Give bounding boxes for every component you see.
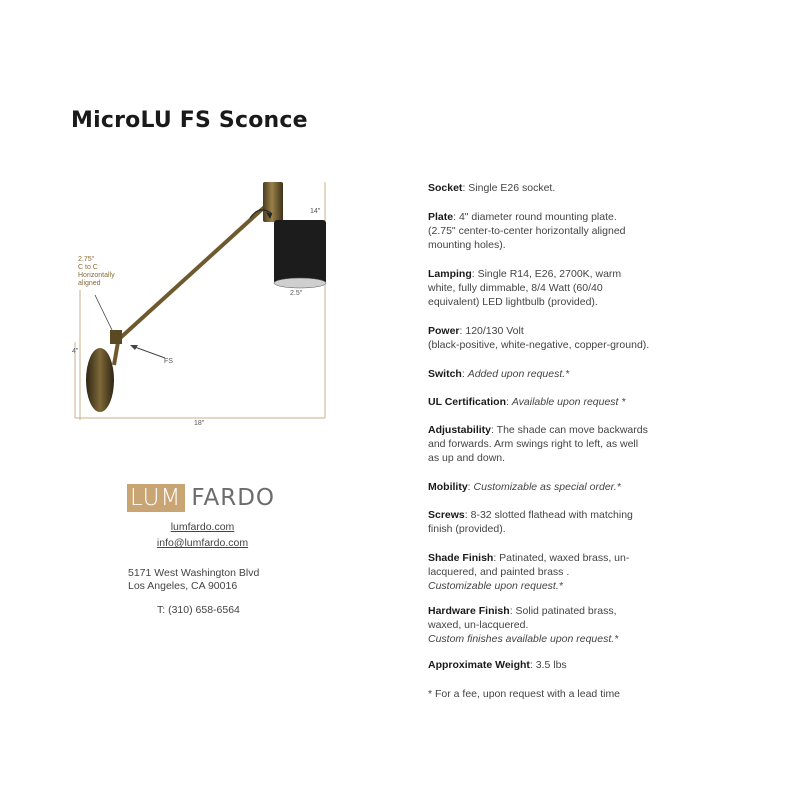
spec-plate: Plate: 4" diameter round mounting plate. (2.75" center-to-center horizontally aligned mounting holes). bbox=[428, 211, 626, 251]
email-link[interactable]: info@lumfardo.com bbox=[156, 537, 249, 549]
spec-weight: Approximate Weight: 3.5 lbs bbox=[428, 659, 567, 671]
dim-plate: 4" bbox=[72, 348, 79, 355]
sconce-illustration bbox=[70, 170, 340, 440]
address: 5171 West Washington Blvd Los Angeles, CA 90016 bbox=[128, 567, 260, 592]
dim-height: 14" bbox=[310, 208, 321, 215]
spec-socket: Socket: Single E26 socket. bbox=[428, 182, 556, 194]
lumfardo-logo: LUM FARDO bbox=[127, 484, 275, 512]
note-c-to-c: 2.75" C to C Horizontally aligned bbox=[78, 256, 115, 287]
spec-lamping: Lamping: Single R14, E26, 2700K, warm white, fully dimmable, 8/4 Watt (60/40 equivalent) LED lightbulb (provided). bbox=[428, 268, 622, 308]
sconce-arm bbox=[118, 202, 270, 340]
arm-joint bbox=[110, 330, 122, 344]
shade-brass-top bbox=[263, 182, 283, 222]
spec-screws: Screws: 8-32 slotted flathead with matching finish (provided). bbox=[428, 509, 633, 535]
sconce-diagram bbox=[70, 170, 340, 440]
shade-black bbox=[274, 220, 326, 284]
footnote: * For a fee, upon request with a lead time bbox=[428, 688, 621, 700]
spec-switch: Switch: Added upon request.* bbox=[428, 368, 570, 380]
phone: T: (310) 658-6564 bbox=[157, 604, 240, 616]
spec-power: Power: 120/130 Volt (black-positive, white-negative, copper-ground). bbox=[428, 325, 650, 351]
spec-shade-finish: Shade Finish: Patinated, waxed brass, un- lacquered, and painted brass . Customizable upon request.* bbox=[428, 552, 630, 592]
dim-shade: 2.5" bbox=[290, 290, 303, 297]
spec-hardware-finish: Hardware Finish: Solid patinated brass, waxed, un-lacquered. Custom finishes available upon request.* bbox=[428, 605, 619, 645]
wall-plate bbox=[86, 348, 114, 412]
dim-length: 18" bbox=[194, 420, 205, 427]
spec-mobility: Mobility: Customizable as special order.* bbox=[428, 481, 621, 493]
spec-ul: UL Certification: Available upon request * bbox=[428, 396, 626, 408]
label-fs: FS bbox=[164, 358, 173, 365]
spec-adjustability: Adjustability: The shade can move backwards and forwards. Arm swings right to left, as well as up and down. bbox=[428, 424, 648, 464]
page-title: MicroLU FS Sconce bbox=[71, 108, 308, 133]
website-link[interactable]: lumfardo.com bbox=[170, 521, 235, 533]
